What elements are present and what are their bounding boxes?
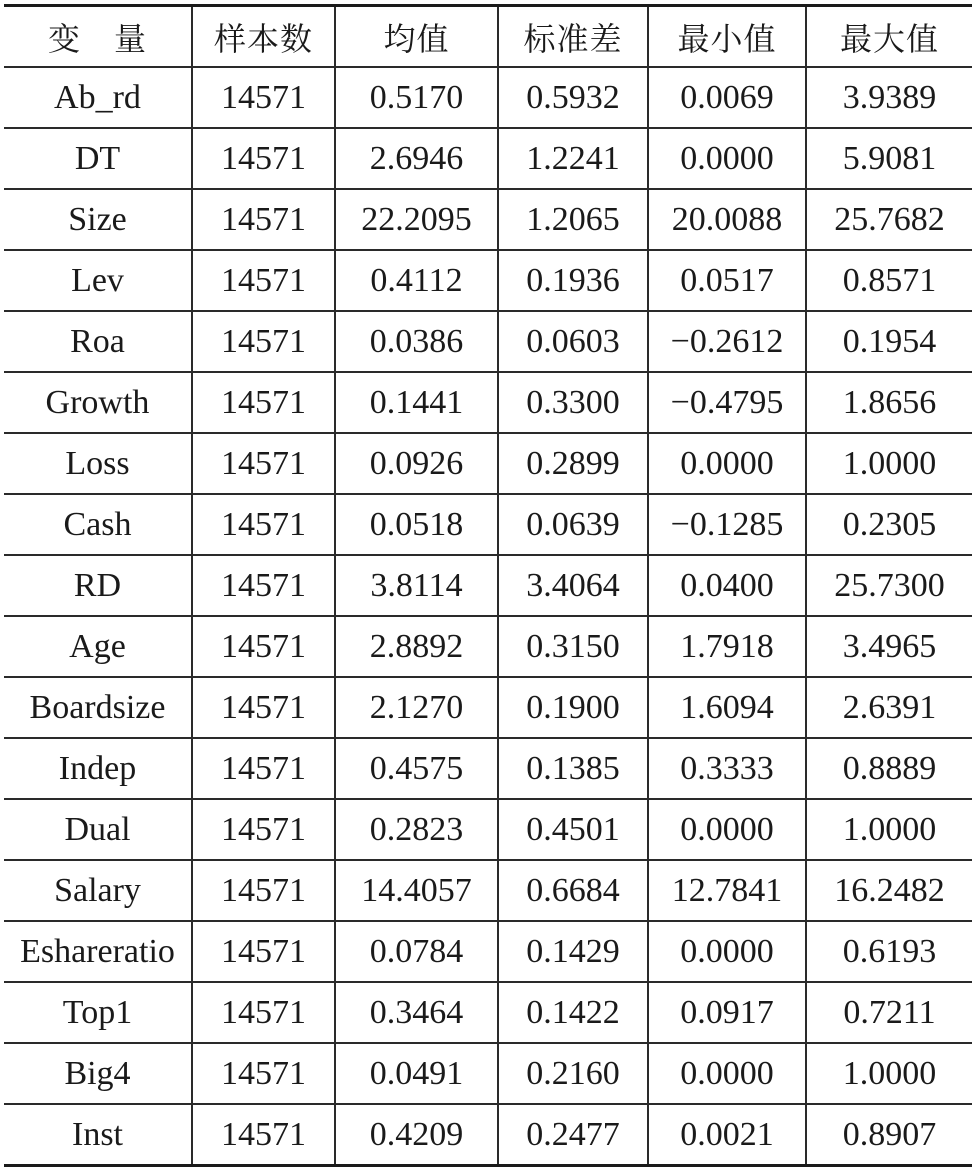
variable-cell: Dual <box>4 799 192 860</box>
variable-cell: Top1 <box>4 982 192 1043</box>
min-cell: 0.0000 <box>648 799 806 860</box>
sample-size-cell: 14571 <box>192 128 335 189</box>
std-dev-cell: 0.1422 <box>498 982 648 1043</box>
mean-cell: 0.0518 <box>335 494 498 555</box>
variable-cell: Boardsize <box>4 677 192 738</box>
max-cell: 0.7211 <box>806 982 972 1043</box>
header-row <box>4 6 972 68</box>
min-cell: 0.0000 <box>648 1043 806 1104</box>
mean-cell: 2.6946 <box>335 128 498 189</box>
table-row <box>4 433 972 494</box>
table-row <box>4 982 972 1043</box>
max-cell: 0.8889 <box>806 738 972 799</box>
mean-cell: 2.8892 <box>335 616 498 677</box>
mean-cell: 0.0926 <box>335 433 498 494</box>
sample-size-cell: 14571 <box>192 67 335 128</box>
mean-cell: 0.4575 <box>335 738 498 799</box>
std-dev-cell: 0.4501 <box>498 799 648 860</box>
std-dev-cell: 0.1385 <box>498 738 648 799</box>
max-cell: 0.8907 <box>806 1104 972 1166</box>
header-min: 最小值 <box>648 6 806 68</box>
table-body <box>4 67 972 1166</box>
mean-cell: 0.3464 <box>335 982 498 1043</box>
std-dev-cell: 0.1900 <box>498 677 648 738</box>
sample-size-cell: 14571 <box>192 677 335 738</box>
table-row <box>4 128 972 189</box>
std-dev-cell: 0.2899 <box>498 433 648 494</box>
max-cell: 3.9389 <box>806 67 972 128</box>
sample-size-cell: 14571 <box>192 189 335 250</box>
sample-size-cell: 14571 <box>192 860 335 921</box>
std-dev-cell: 1.2241 <box>498 128 648 189</box>
std-dev-cell: 1.2065 <box>498 189 648 250</box>
variable-cell: Salary <box>4 860 192 921</box>
max-cell: 1.0000 <box>806 799 972 860</box>
min-cell: 20.0088 <box>648 189 806 250</box>
max-cell: 1.0000 <box>806 433 972 494</box>
mean-cell: 0.4112 <box>335 250 498 311</box>
max-cell: 25.7300 <box>806 555 972 616</box>
std-dev-cell: 0.3150 <box>498 616 648 677</box>
std-dev-cell: 3.4064 <box>498 555 648 616</box>
variable-cell: Cash <box>4 494 192 555</box>
mean-cell: 0.1441 <box>335 372 498 433</box>
std-dev-cell: 0.6684 <box>498 860 648 921</box>
header-variable: 变 量 <box>4 6 192 68</box>
table-row <box>4 677 972 738</box>
mean-cell: 2.1270 <box>335 677 498 738</box>
min-cell: 0.0917 <box>648 982 806 1043</box>
mean-cell: 0.0386 <box>335 311 498 372</box>
min-cell: 0.0069 <box>648 67 806 128</box>
max-cell: 16.2482 <box>806 860 972 921</box>
min-cell: 0.3333 <box>648 738 806 799</box>
max-cell: 0.6193 <box>806 921 972 982</box>
header-sample-size: 样本数 <box>192 6 335 68</box>
table-row <box>4 738 972 799</box>
sample-size-cell: 14571 <box>192 799 335 860</box>
mean-cell: 3.8114 <box>335 555 498 616</box>
variable-cell: Roa <box>4 311 192 372</box>
std-dev-cell: 0.0603 <box>498 311 648 372</box>
header-std-dev: 标准差 <box>498 6 648 68</box>
min-cell: 1.7918 <box>648 616 806 677</box>
table-row <box>4 1043 972 1104</box>
min-cell: 0.0517 <box>648 250 806 311</box>
max-cell: 3.4965 <box>806 616 972 677</box>
min-cell: 12.7841 <box>648 860 806 921</box>
max-cell: 2.6391 <box>806 677 972 738</box>
variable-cell: Size <box>4 189 192 250</box>
table-row <box>4 67 972 128</box>
min-cell: 0.0000 <box>648 921 806 982</box>
sample-size-cell: 14571 <box>192 1104 335 1166</box>
mean-cell: 14.4057 <box>335 860 498 921</box>
std-dev-cell: 0.2477 <box>498 1104 648 1166</box>
variable-cell: Eshareratio <box>4 921 192 982</box>
table-header <box>4 6 972 68</box>
header-max: 最大值 <box>806 6 972 68</box>
max-cell: 1.8656 <box>806 372 972 433</box>
variable-cell: Loss <box>4 433 192 494</box>
std-dev-cell: 0.3300 <box>498 372 648 433</box>
sample-size-cell: 14571 <box>192 494 335 555</box>
mean-cell: 22.2095 <box>335 189 498 250</box>
sample-size-cell: 14571 <box>192 555 335 616</box>
max-cell: 0.1954 <box>806 311 972 372</box>
mean-cell: 0.4209 <box>335 1104 498 1166</box>
variable-cell: Inst <box>4 1104 192 1166</box>
min-cell: −0.4795 <box>648 372 806 433</box>
table-row <box>4 860 972 921</box>
variable-cell: Indep <box>4 738 192 799</box>
mean-cell: 0.5170 <box>335 67 498 128</box>
max-cell: 25.7682 <box>806 189 972 250</box>
variable-cell: Ab_rd <box>4 67 192 128</box>
min-cell: −0.2612 <box>648 311 806 372</box>
sample-size-cell: 14571 <box>192 372 335 433</box>
std-dev-cell: 0.2160 <box>498 1043 648 1104</box>
header-mean: 均值 <box>335 6 498 68</box>
mean-cell: 0.0784 <box>335 921 498 982</box>
max-cell: 0.8571 <box>806 250 972 311</box>
mean-cell: 0.0491 <box>335 1043 498 1104</box>
descriptive-statistics-table <box>4 4 972 1167</box>
variable-cell: Big4 <box>4 1043 192 1104</box>
variable-cell: Lev <box>4 250 192 311</box>
table-row <box>4 494 972 555</box>
min-cell: 0.0400 <box>648 555 806 616</box>
table-row <box>4 372 972 433</box>
table-row <box>4 250 972 311</box>
table-row <box>4 311 972 372</box>
variable-cell: Age <box>4 616 192 677</box>
variable-cell: Growth <box>4 372 192 433</box>
std-dev-cell: 0.5932 <box>498 67 648 128</box>
std-dev-cell: 0.1429 <box>498 921 648 982</box>
table-row <box>4 799 972 860</box>
max-cell: 5.9081 <box>806 128 972 189</box>
variable-cell: RD <box>4 555 192 616</box>
sample-size-cell: 14571 <box>192 982 335 1043</box>
sample-size-cell: 14571 <box>192 921 335 982</box>
table-row <box>4 921 972 982</box>
table-row <box>4 1104 972 1166</box>
max-cell: 0.2305 <box>806 494 972 555</box>
sample-size-cell: 14571 <box>192 738 335 799</box>
min-cell: 0.0000 <box>648 433 806 494</box>
std-dev-cell: 0.1936 <box>498 250 648 311</box>
table-row <box>4 616 972 677</box>
sample-size-cell: 14571 <box>192 433 335 494</box>
sample-size-cell: 14571 <box>192 250 335 311</box>
variable-cell: DT <box>4 128 192 189</box>
min-cell: −0.1285 <box>648 494 806 555</box>
table-row <box>4 555 972 616</box>
min-cell: 0.0000 <box>648 128 806 189</box>
min-cell: 0.0021 <box>648 1104 806 1166</box>
max-cell: 1.0000 <box>806 1043 972 1104</box>
sample-size-cell: 14571 <box>192 311 335 372</box>
mean-cell: 0.2823 <box>335 799 498 860</box>
min-cell: 1.6094 <box>648 677 806 738</box>
std-dev-cell: 0.0639 <box>498 494 648 555</box>
sample-size-cell: 14571 <box>192 616 335 677</box>
table-row <box>4 189 972 250</box>
sample-size-cell: 14571 <box>192 1043 335 1104</box>
